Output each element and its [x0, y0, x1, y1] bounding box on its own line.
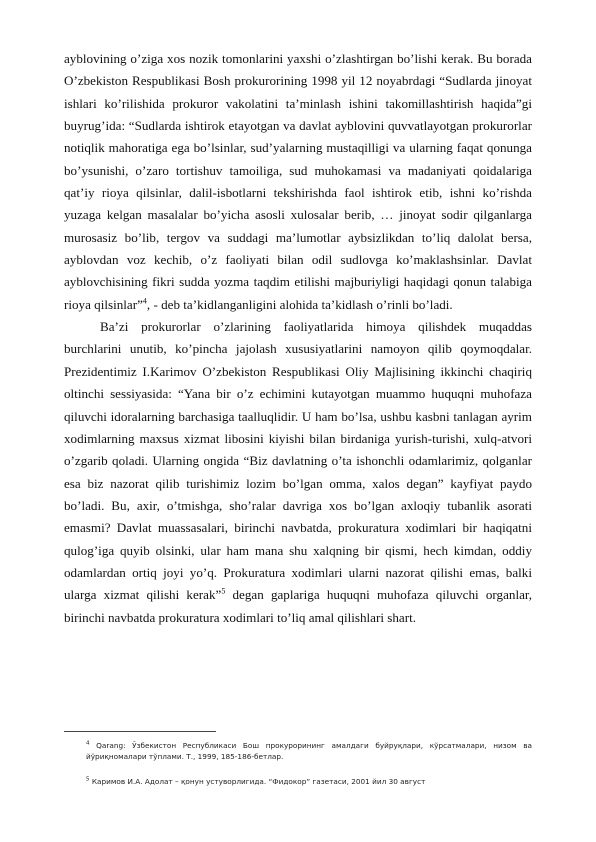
footnote-ref-5[interactable]: 5 — [221, 586, 226, 596]
footnote-number-5: 5 — [86, 776, 90, 783]
footnote-5-text: Каримов И.А. Адолат – қонун устуворлигида. “Фидокор” газетаси, 2001 йил 30 август — [91, 777, 426, 786]
footnote-ref-4[interactable]: 4 — [142, 296, 147, 306]
paragraph-2-text-end: degan gaplariga huquqni muhofaza qiluvchi organlar, birinchi navbatda prokuratura xodimlari to’liq amal qilishlari shart. — [64, 587, 533, 625]
footnote-number-4: 4 — [86, 740, 90, 747]
paragraph-1-text-end: , - deb ta’kidlanganligini alohida ta’kidlash o’rinli bo’ladi. — [146, 296, 453, 312]
paragraph-2 — [64, 316, 532, 629]
footnote-5 — [86, 776, 532, 787]
paragraph-1-text: ayblovining o’ziga xos nozik tomonlarini yaxshi o’zlashtirgan bo’lishi kerak. Bu borada O’zbekiston Respublikasi Bosh prokurorining 1998 yil 12 noyabrdagi “Sudlarda jinoyat ishlari ko’rilishida prokuror vakolatini ta’minlash ishini takomillashtirish haqida”gi buyrug’ida: “Sudlarda ishtirok etayotgan va davlat ayblovini quvvatlayotgan prokurorlar notiqlik mahoratiga ega bo’lsinlar, sud’yalarning mustaqilligi va ularning faqat qonunga bo’ysunishi, o’zaro tortishuv tamoiliga, sud muhokamasi va madaniyati qoidalariga qat’iy rioya qilsinlar, dalil-isbotlarni tekshirishda faol ishtirok etib, ishni ko’rishda yuzaga kelgan masalalar bo’yicha asosli xulosalar berib, … jinoyat sodir qilganlarga murosasiz bo’lib, tergov va suddagi ma’lumotlar aybsizlikdan to’liq dalolat bersa, ayblovdan voz kechib, o’z faoliyati bilan odil sudlovga ko’maklashsinlar. Davlat ayblovchisining fikri sudda yozma taqdim etilishi majburiyligi haqidagi qonun talabiga rioya qilsinlar” — [64, 51, 532, 312]
footnote-4-text: Qarang: Ўзбекистон Республикаси Бош прокурорининг амалдаги буйруқлари, кўрсатмалари, низом ва йўриқномалари тўплами. Т., 1999, 185-186-бетлар. — [86, 741, 533, 761]
paragraph-1 — [64, 48, 532, 316]
body-text — [64, 48, 532, 629]
footnote-4 — [86, 740, 532, 762]
footnote-separator — [64, 731, 216, 732]
footnotes — [86, 740, 532, 787]
paragraph-2-text: Ba’zi prokurorlar o’zlarining faoliyatlarida himoya qilishdek muqaddas burchlarini unutib, ko’pincha jajolash xususiyatlarini namoyon qilib qoymoqdalar. Prezidentimiz I.Karimov O’zbekiston Respublikasi Oliy Majlisining ikkinchi chaqiriq oltinchi sessiyasida: “Yana bir o’z echimini kutayotgan muammo huquqni muhofaza qiluvchi idoralarning barchasiga taalluqlidir. U ham bo’lsa, ushbu kasbni tanlagan ayrim xodimlarning maxsus xizmat libosini kiyishi bilan birdaniga yurish-turishi, xulq-atvori o’zgarib qoladi. Ularning ongida “Biz davlatning o’ta ishonchli odamlarimiz, qolganlar esa biz nazorat qilib turishimiz lozim bo’lgan omma, xalos degan” kayfiyat paydo bo’ladi. Bu, axir, o’tmishga, sho’ralar davriga xos bo’lgan axloqiy tubanlik asorati emasmi? Davlat muassasalari, birinchi navbatda, prokuratura xodimlari bir haqiqatni qulog’iga quyib olsinki, ular ham mana shu xalqning bir qismi, hech kimdan, oddiy odamlardan ortiq joyi yo’q. Prokuratura xodimlari ularni nazorat qilishi emas, balki ularga xizmat qilishi kerak” — [64, 319, 532, 603]
